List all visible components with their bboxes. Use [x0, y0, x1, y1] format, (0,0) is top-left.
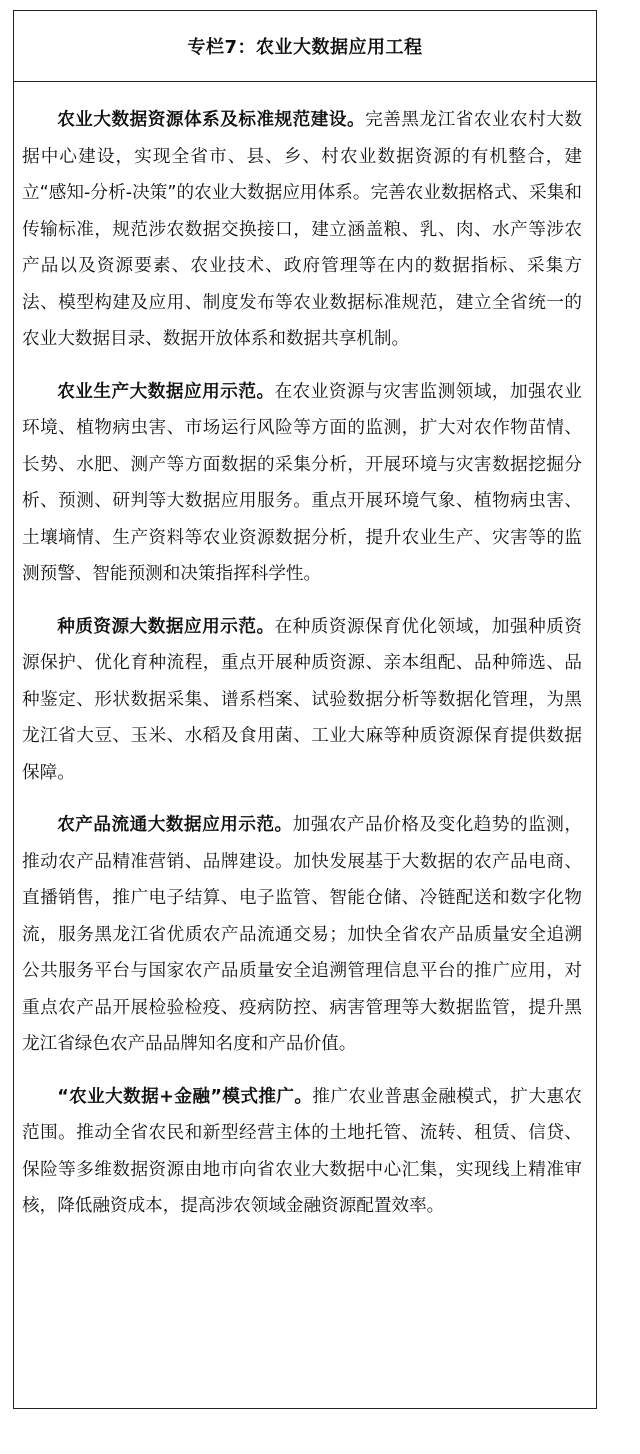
- section-heading: 农业大数据资源体系及标准规范建设。: [57, 110, 366, 130]
- section-text: 加强农产品价格及变化趋势的监测，推动农产品精准营销、品牌建设。加快发展基于大数据的农产品电商、直播销售，推广电子结算、电子监管、智能仓储、冷链配送和数字化物流，服务黑龙江省优质农产品流通交易；加快全省农产品质量安全追溯公共服务平台与国家农产品质量安全追溯管理信息平台的推广应用，对重点农产品开展检验检疫、疫病防控、病害管理等大数据监管，提升黑龙江省绿色农产品品牌知名度和产品价值。: [22, 815, 582, 1054]
- section-text: 完善黑龙江省农业农村大数据中心建设，实现全省市、县、乡、村农业数据资源的有机整合，建立“感知-分析-决策”的农业大数据应用体系。完善农业数据格式、采集和传输标准，规范涉农数据交换接口，建立涵盖粮、乳、肉、水产等涉农产品以及资源要素、农业技术、政府管理等在内的数据指标、采集方法、模型构建及应用、制度发布等农业数据标准规范，建立全省统一的农业大数据目录、数据开放体系和数据共享机制。: [22, 110, 582, 349]
- column-box: [13, 10, 597, 1409]
- section-text: 推广农业普惠金融模式，扩大惠农范围。推动全省农民和新型经营主体的土地托管、流转、租赁、信贷、保险等多维数据资源由地市向省农业大数据中心汇集，实现线上精准审核，降低融资成本，提高涉农领域金融资源配置效率。: [22, 1086, 582, 1216]
- column-header: [14, 11, 596, 82]
- section-germplasm-demo: [22, 609, 582, 792]
- section-text: 在种质资源保育优化领域，加强种质资源保护、优化育种流程，重点开展种质资源、亲本组配、品种筛选、品种鉴定、形状数据采集、谱系档案、试验数据分析等数据化管理，为黑龙江省大豆、玉米、水稻及食用菌、工业大麻等种质资源保育提供数据保障。: [22, 616, 582, 783]
- column-body: [14, 82, 596, 1225]
- section-heading: “农业大数据+金融”模式推广。: [57, 1086, 313, 1107]
- section-circulation-demo: [22, 807, 582, 1063]
- section-text: 在农业资源与灾害监测领域，加强农业环境、植物病虫害、市场运行风险等方面的监测，扩大对农作物苗情、长势、水肥、测产等方面数据的采集分析，开展环境与灾害数据挖掘分析、预测、研判等大数据应用服务。重点开展环境气象、植物病虫害、土壤墒情、生产资料等农业资源数据分析，提升农业生产、灾害等的监测预警、智能预测和决策指挥科学性。: [22, 381, 582, 584]
- section-production-demo: [22, 374, 582, 593]
- section-data-resource-standards: [22, 102, 582, 358]
- section-heading: 农产品流通大数据应用示范。: [57, 815, 293, 835]
- column-title: 专栏7：农业大数据应用工程: [187, 37, 423, 58]
- section-finance-model: [22, 1079, 582, 1225]
- section-heading: 农业生产大数据应用示范。: [57, 381, 275, 402]
- section-heading: 种质资源大数据应用示范。: [57, 616, 275, 637]
